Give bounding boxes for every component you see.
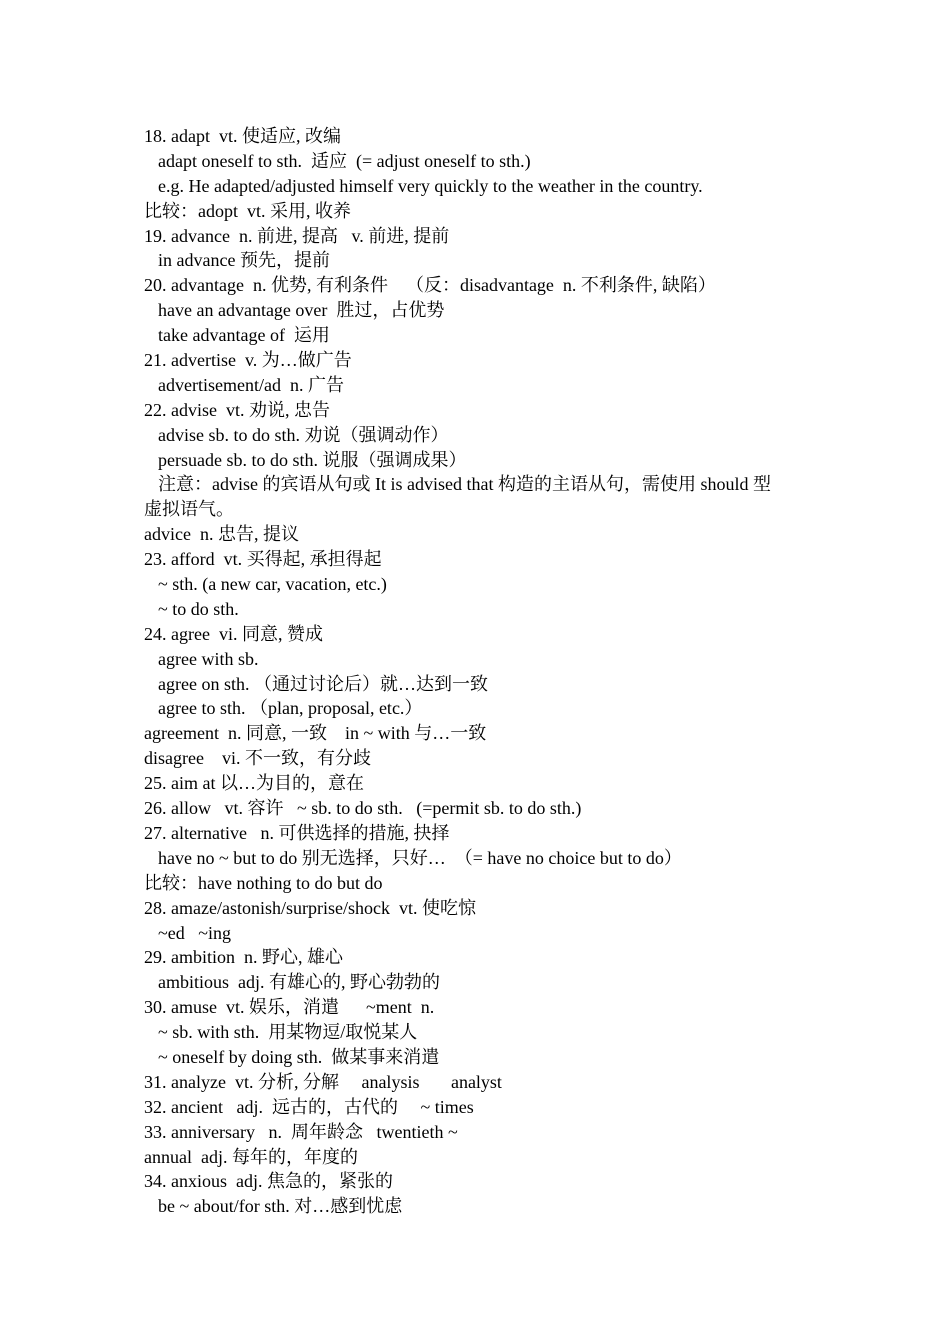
text-line: 26. allow vt. 容许 ~ sb. to do sth. (=permit sb. to do sth.) bbox=[144, 798, 582, 819]
text-line: 29. ambition n. 野心, 雄心 bbox=[144, 947, 343, 968]
text-line: ambitious adj. 有雄心的, 野心勃勃的 bbox=[158, 972, 440, 993]
text-line: have an advantage over 胜过，占优势 bbox=[158, 300, 445, 321]
text-line: e.g. He adapted/adjusted himself very quickly to the weather in the country. bbox=[158, 175, 703, 196]
text-line: 18. adapt vt. 使适应, 改编 bbox=[144, 126, 341, 146]
text-line: 虚拟语气。 bbox=[144, 499, 234, 520]
text-line: agree to sth. （plan, proposal, etc.） bbox=[158, 698, 423, 719]
vocabulary-list bbox=[144, 124, 824, 1219]
text-line: 23. afford vt. 买得起, 承担得起 bbox=[144, 549, 382, 570]
text-line: 28. amaze/astonish/surprise/shock vt. 使吃惊 bbox=[144, 897, 476, 918]
text-line: adapt oneself to sth. 适应 (= adjust oneself to sth.) bbox=[158, 150, 531, 171]
text-line: take advantage of 运用 bbox=[158, 325, 330, 346]
text-line: 19. advance n. 前进, 提高 v. 前进, 提前 bbox=[144, 225, 450, 246]
text-line: ~ sth. (a new car, vacation, etc.) bbox=[158, 574, 387, 595]
text-line: 20. advantage n. 优势, 有利条件 （反：disadvantage n. 不利条件, 缺陷） bbox=[144, 275, 716, 296]
text-line: ~ sb. with sth. 用某物逗/取悦某人 bbox=[158, 1022, 418, 1043]
text-line: persuade sb. to do sth. 说服（强调成果） bbox=[158, 449, 467, 470]
text-line: 22. advise vt. 劝说, 忠告 bbox=[144, 399, 330, 420]
text-line: ~ to do sth. bbox=[158, 598, 239, 619]
text-line: 24. agree vi. 同意, 赞成 bbox=[144, 623, 323, 644]
text-line: advertisement/ad n. 广告 bbox=[158, 374, 344, 395]
text-line: have no ~ but to do 别无选择，只好… （= have no choice but to do） bbox=[158, 847, 682, 868]
text-line: ~ oneself by doing sth. 做某事来消遣 bbox=[158, 1046, 440, 1067]
text-line: 21. advertise v. 为…做广告 bbox=[144, 350, 352, 371]
text-line: 27. alternative n. 可供选择的措施, 抉择 bbox=[144, 822, 450, 843]
text-line: 32. ancient adj. 远古的，古代的 ~ times bbox=[144, 1096, 474, 1117]
text-line: 比较：have nothing to do but do bbox=[144, 872, 383, 893]
text-line: be ~ about/for sth. 对…感到忧虑 bbox=[158, 1196, 403, 1217]
text-line: 33. anniversary n. 周年龄念 twentieth ~ bbox=[144, 1121, 458, 1142]
text-line: agree with sb. bbox=[158, 648, 259, 669]
text-line: 30. amuse vt. 娱乐，消遣 ~ment n. bbox=[144, 997, 435, 1018]
text-line: 注意：advise 的宾语从句或 It is advised that 构造的主语从句，需使用 should 型 bbox=[158, 474, 771, 495]
text-line: agree on sth. （通过讨论后）就…达到一致 bbox=[158, 673, 488, 694]
text-line: ~ed ~ing bbox=[158, 922, 231, 943]
text-line: 34. anxious adj. 焦急的，紧张的 bbox=[144, 1171, 393, 1192]
text-line: advice n. 忠告, 提议 bbox=[144, 524, 299, 545]
text-line: agreement n. 同意, 一致 in ~ with 与…一致 bbox=[144, 723, 487, 744]
text-line: in advance 预先，提前 bbox=[158, 250, 330, 271]
text-line: 31. analyze vt. 分析, 分解 analysis analyst bbox=[144, 1071, 502, 1092]
text-line: disagree vi. 不一致，有分歧 bbox=[144, 748, 371, 769]
text-line: 比较：adopt vt. 采用, 收养 bbox=[144, 200, 351, 221]
text-line: 25. aim at 以…为目的，意在 bbox=[144, 773, 364, 794]
text-line: advise sb. to do sth. 劝说（强调动作） bbox=[158, 424, 449, 445]
text-line: annual adj. 每年的，年度的 bbox=[144, 1146, 358, 1167]
